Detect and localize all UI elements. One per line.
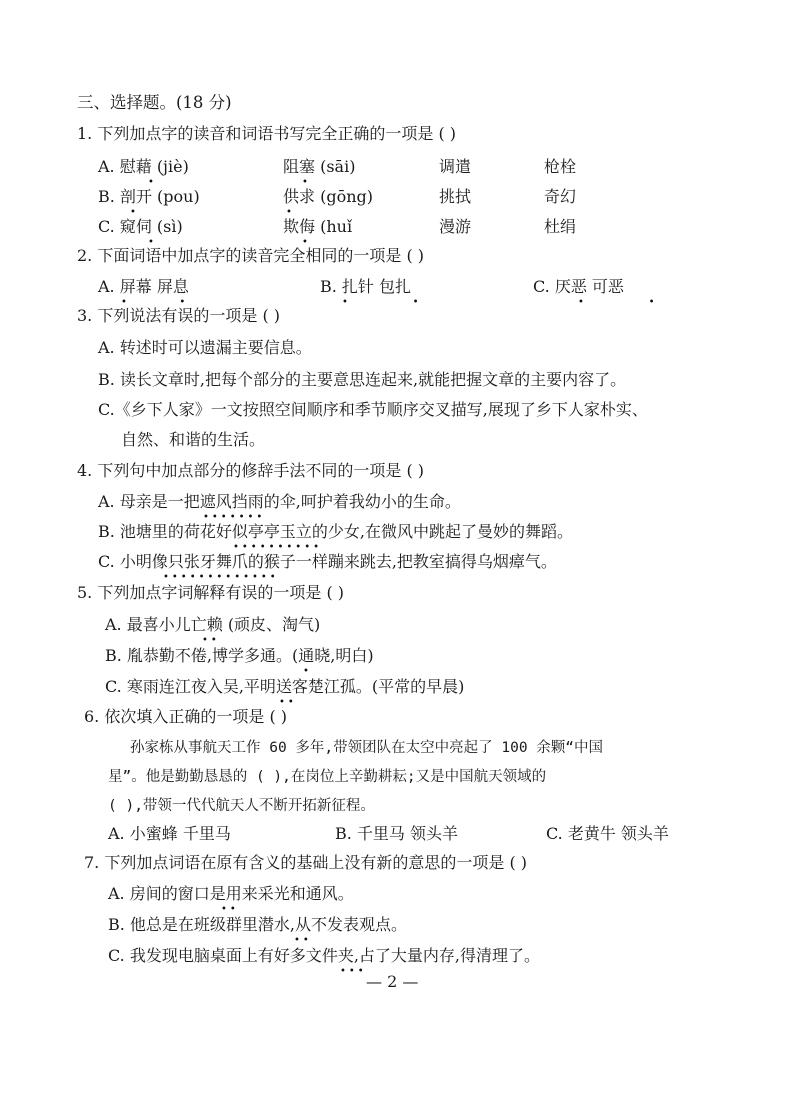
emphasis-dots: • — [302, 177, 311, 188]
q7-option-a: A. 房间的窗口是用来采光和通风。 — [108, 884, 354, 903]
q7-stem: 7. 下列加点词语在原有含义的基础上没有新的意思的一项是 ( ) — [84, 853, 528, 872]
emphasis-dots: • — [303, 666, 312, 677]
emphasis-dots: • — [286, 207, 295, 218]
q3-stem: 3. 下列说法有误的一项是 ( ) — [77, 306, 281, 325]
q1-option-c-word4: 杜绢 — [544, 217, 577, 236]
q1-option-c-word3: 漫游 — [439, 217, 472, 236]
emphasis-dots: • — [302, 237, 311, 248]
q1-option-a-word3: 调遣 — [439, 157, 472, 176]
q1-option-b-word1: B. 剖开 (pou) — [98, 187, 200, 206]
q4-option-a: A. 母亲是一把遮风挡雨的伞,呵护着我幼小的生命。 — [98, 492, 461, 511]
emphasis-dots: •• — [294, 935, 312, 946]
q2-option-b: B. 扎针 包扎 — [320, 277, 412, 296]
q3-option-c-line1: C.《乡下人家》一文按照空间顺序和季节顺序交叉描写,展现了乡下人家朴实、 — [98, 400, 648, 419]
emphasis-dots: • • — [342, 297, 422, 308]
q3-option-a: A. 转述时可以遗漏主要信息。 — [98, 338, 312, 357]
emphasis-dots: • • — [578, 297, 658, 308]
q1-option-b-word3: 挑拭 — [439, 187, 472, 206]
emphasis-dots: ••• — [340, 966, 367, 977]
q7-option-b: B. 他总是在班级群里潜水,从不发表观点。 — [108, 915, 408, 934]
q1-option-b-word2: 供求 (gōng) — [283, 187, 373, 206]
emphasis-dots: •• — [279, 697, 297, 708]
emphasis-dots: •••••••••• — [233, 542, 322, 553]
q3-option-c-line2: 自然、和谐的生活。 — [121, 430, 266, 449]
q5-option-a: A. 最喜小儿亡赖 (顽皮、淘气) — [105, 615, 321, 634]
q4-option-b: B. 池塘里的荷花好似亭亭玉立的少女,在微风中跳起了曼妙的舞蹈。 — [98, 522, 574, 541]
q2-option-c: C. 厌恶 可恶 — [533, 277, 624, 296]
q1-option-a-word2: 阻塞 (sāi) — [283, 157, 356, 176]
q5-stem: 5. 下列加点字词解释有误的一项是 ( ) — [77, 583, 345, 602]
q6-option-a: A. 小蜜蜂 千里马 — [108, 824, 231, 843]
q6-stem: 6. 依次填入正确的一项是 ( ) — [84, 707, 288, 726]
q1-stem: 1. 下列加点字的读音和词语书写完全正确的一项是 ( ) — [77, 124, 457, 143]
q6-option-c: C. 老黄牛 领头羊 — [546, 824, 669, 843]
emphasis-dots: • • — [121, 297, 189, 308]
q5-option-c: C. 寒雨连江夜入吴,平明送客楚江孤。(平常的早晨) — [105, 677, 465, 696]
emphasis-dots: ••••••• — [203, 512, 266, 523]
q2-stem: 2. 下面词语中加点字的读音完全相同的一项是 ( ) — [77, 246, 425, 265]
q1-option-c-word1: C. 窥伺 (sì) — [98, 217, 183, 236]
q6-passage-line1: 孙家栋从事航天工作 60 多年,带领团队在太空中亮起了 100 余颗“中国 — [130, 740, 604, 756]
emphasis-dots: • — [130, 207, 139, 218]
q6-passage-line2: 星”。他是勤勤恳恳的 ( ),在岗位上辛勤耕耘;又是中国航天领域的 — [108, 769, 547, 785]
q1-option-a-word1: A. 慰藉 (jiè) — [98, 157, 189, 176]
q1-option-b-word4: 奇幻 — [544, 187, 577, 206]
emphasis-dots: • — [148, 237, 157, 248]
q3-option-b: B. 读长文章时,把每个部分的主要意思连起来,就能把握文章的主要内容了。 — [98, 370, 627, 389]
emphasis-dots: •• — [221, 904, 239, 915]
q1-option-c-word2: 欺侮 (huǐ — [283, 217, 353, 236]
emphasis-dots: • — [148, 177, 157, 188]
q2-option-a: A. 屏幕 屏息 — [98, 277, 189, 296]
emphasis-dots: •• — [202, 635, 220, 646]
section-title: 三、选择题。(18 分) — [77, 93, 232, 112]
q4-option-c: C. 小明像只张牙舞爪的猴子一样蹦来跳去,把教室搞得乌烟瘴气。 — [98, 552, 557, 571]
q1-option-a-word4: 枪栓 — [544, 157, 577, 176]
q6-passage-line3: ( ),带领一代代航天人不断开拓新征程。 — [108, 798, 375, 814]
q7-option-c: C. 我发现电脑桌面上有好多文件夹,占了大量内存,得清理了。 — [108, 946, 541, 965]
q5-option-b: B. 胤恭勤不倦,博学多通。(通晓,明白) — [105, 646, 374, 665]
q4-stem: 4. 下列句中加点部分的修辞手法不同的一项是 ( ) — [77, 461, 425, 480]
emphasis-dots: ••••••••••••• — [163, 572, 279, 583]
page-number: — 2 — — [366, 972, 419, 991]
q6-option-b: B. 千里马 领头羊 — [335, 824, 459, 843]
